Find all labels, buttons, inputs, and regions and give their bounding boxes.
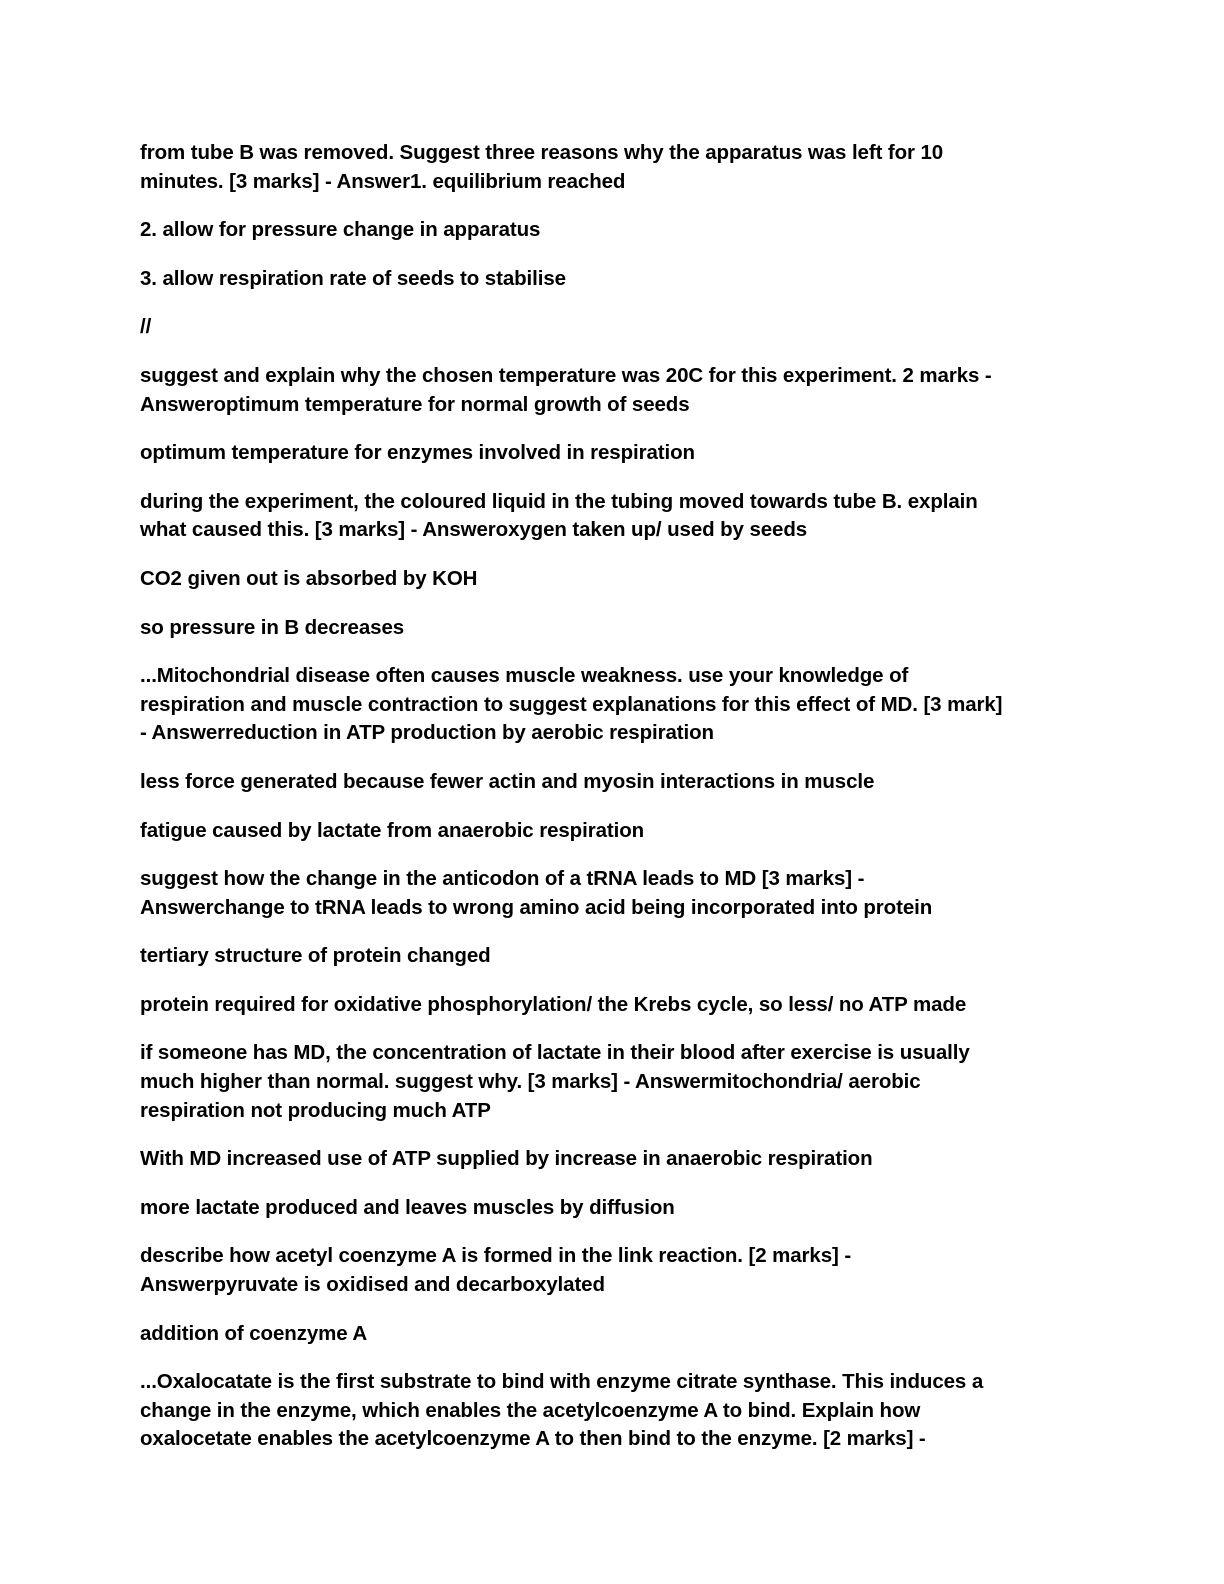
paragraph: CO2 given out is absorbed by KOH [140,566,478,590]
paragraph: ...Mitochondrial disease often causes muscle weakness. use your knowledge of respiration and muscle contraction to suggest explanations for this effect of MD. [3 mark] - Answerreduction in ATP production by aerobic respiration [140,664,1003,745]
paragraph: optimum temperature for enzymes involved in respiration [140,441,695,465]
paragraph: protein required for oxidative phosphorylation/ the Krebs cycle, so less/ no ATP made [140,992,967,1016]
document-page [140,139,1080,1474]
paragraph: ...Oxalocatate is the first substrate to bind with enzyme citrate synthase. This induces a change in the enzyme, which enables the acetylcoenzyme A to bind. Explain how oxalocetate enables the acetylcoenzyme A to then bind to the enzyme. [2 marks] - [140,1370,984,1451]
paragraph: from tube B was removed. Suggest three reasons why the apparatus was left for 10 minutes. [3 marks] - Answer1. equilibrium reached [140,141,944,193]
paragraph: if someone has MD, the concentration of lactate in their blood after exercise is usually much higher than normal. suggest why. [3 marks] - Answermitochondria/ aerobic respiration not producing much ATP [140,1041,970,1122]
paragraph: so pressure in B decreases [140,615,405,639]
paragraph: suggest and explain why the chosen temperature was 20C for this experiment. 2 marks - Answeroptimum temperature for normal growth of seeds [140,363,992,416]
paragraph: fatigue caused by lactate from anaerobic respiration [140,818,645,842]
paragraph: With MD increased use of ATP supplied by increase in anaerobic respiration [140,1147,873,1171]
paragraph: during the experiment, the coloured liquid in the tubing moved towards tube B. explain what caused this. [3 marks] - Answeroxygen taken up/ used by seeds [140,489,978,542]
paragraph: describe how acetyl coenzyme A is formed in the link reaction. [2 marks] - Answerpyruvate is oxidised and decarboxylated [140,1244,852,1297]
paragraph: suggest how the change in the anticodon of a tRNA leads to MD [3 marks] - Answerchange to tRNA leads to wrong amino acid being incorporated into protein [140,867,933,919]
paragraph: 2. allow for pressure change in apparatus [140,218,541,242]
paragraph: addition of coenzyme A [140,1321,368,1345]
paragraph: more lactate produced and leaves muscles by diffusion [140,1195,675,1219]
paragraph: tertiary structure of protein changed [140,944,491,968]
paragraph: 3. allow respiration rate of seeds to stabilise [140,266,566,290]
paragraph: less force generated because fewer actin and myosin interactions in muscle [140,769,875,793]
paragraph: // [140,315,152,339]
